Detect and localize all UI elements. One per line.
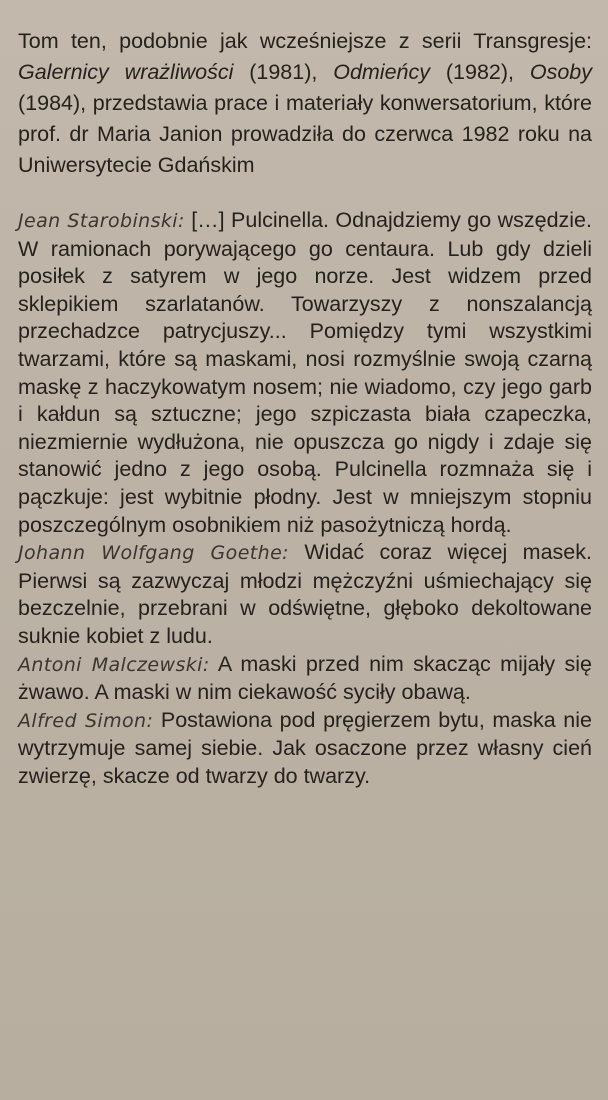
series-title: Odmieńcy <box>333 60 431 84</box>
quote-text: A maski przed nim skacząc mijały się żwawo. A maski w nim ciekawość syciły obawą. <box>18 651 592 705</box>
quote-author: Jean Starobinski: <box>18 210 185 232</box>
quote-text: […] Pulcinella. Odnajdziemy go wszędzie. W ramionach porywającego go centaura. Lub gdy dzieli posiłek z satyrem w jego norze. Jest widzem przed sklepikiem szarlatanów. Towarzyszy z nonszalancją przechadzce patrycjuszy... Pomiędzy tymi wszystkimi twarzami, które są maskami, nosi rozmyślnie swoją czarną maskę z haczykowatym nosem; nie wiadomo, czy jego garb i kałdun są sztuczne; jego szpiczasta biała czapeczka, niezmiernie wydłużona, nie opuszcza go nigdy i zdaje się stanowić jedno z jego osobą. Pulcinella rozmnaża się i pączkuje: jest wybitnie płodny. Jest w mniejszym stopniu poszczególnym osobnikiem niż pasożytniczą hordą. <box>18 208 592 537</box>
quote-starobinski <box>18 207 592 539</box>
quote-author: Antoni Malczewski: <box>18 653 210 676</box>
quote-goethe <box>18 539 592 650</box>
quote-text: Widać coraz więcej masek. Pierwsi są zazwyczaj młodzi mężczyźni uśmiechający się bezczelnie, przebrani w odświętne, głęboko dekoltowane suknie kobiet z ludu. <box>18 540 592 648</box>
intro-text: (1981), <box>233 60 334 84</box>
intro-text: (1982), <box>430 60 530 84</box>
intro-text: (1984), przedstawia prace i materiały konwersatorium, które prof. dr Maria Janion prowadziła do czerwca 1982 roku na Uniwersytecie Gdańskim <box>18 91 592 177</box>
quote-simon <box>18 707 592 791</box>
intro-text: Tom ten, podobnie jak wcześniejsze z serii Transgresje: <box>18 29 592 53</box>
quote-author: Alfred Simon: <box>18 709 154 732</box>
quote-text: Postawiona pod pręgierzem bytu, maska nie wytrzymuje samej siebie. Jak osaczone przez własny cień zwierzę, skacze od twarzy do twarzy. <box>18 707 592 788</box>
series-title: Osoby <box>529 60 592 84</box>
quote-malczewski <box>18 651 592 707</box>
intro-paragraph <box>18 26 592 181</box>
quote-author: Johann Wolfgang Goethe: <box>18 542 289 565</box>
series-title: Galernicy wrażliwości <box>18 60 234 84</box>
